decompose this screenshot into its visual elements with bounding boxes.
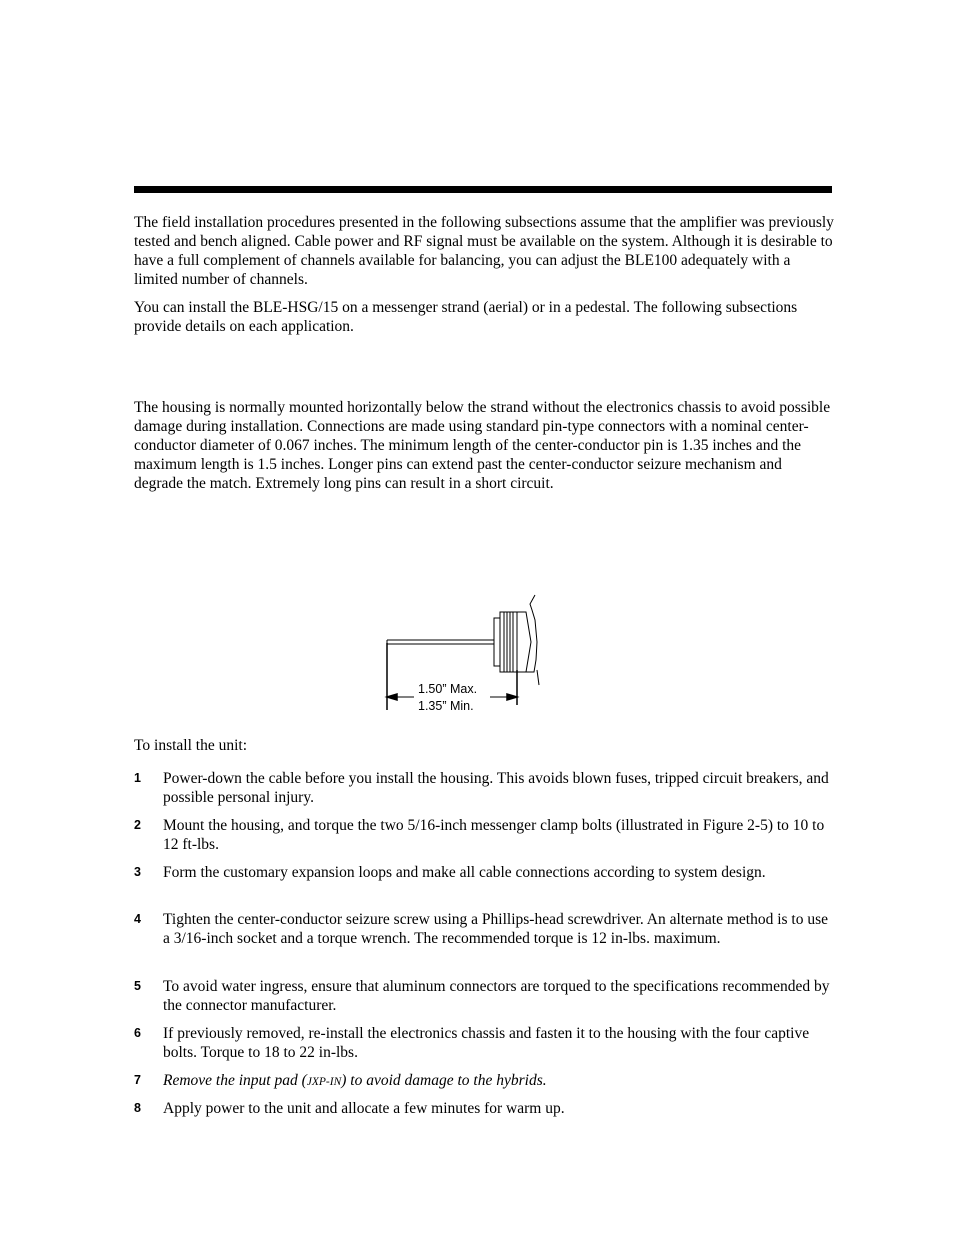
step-number: 2 [134, 818, 141, 832]
step-text: Apply power to the unit and allocate a few minutes for warm up. [163, 1100, 565, 1117]
step-text [163, 1071, 835, 1092]
step-number: 1 [134, 771, 141, 785]
install-lead: To install the unit: [134, 737, 248, 754]
step-text: To avoid water ingress, ensure that aluminum connectors are torqued to the specifications recommended by the connector manufacturer. [163, 978, 830, 1014]
step-number: 7 [134, 1073, 141, 1087]
step-text: Mount the housing, and torque the two 5/16-inch messenger clamp bolts (illustrated in Figure 2-5) to 10 to 12 ft-lbs. [163, 817, 825, 853]
step-number: 4 [134, 912, 141, 926]
aerial-installation-paragraph: The housing is normally mounted horizontally below the strand without the electronics chassis to avoid possible damage during installation. Connections are made using standard pin-type connectors with a nominal center-conductor diameter of 0.067 inches. The minimum length of the center-conductor pin is 1.35 inches and the maximum length is 1.5 inches. Longer pins can extend past the center-conductor seizure mechanism and degrade the match. Extremely long pins can result in a short circuit. [134, 399, 831, 492]
step-number: 6 [134, 1026, 141, 1040]
step-text: Tighten the center-conductor seizure screw using a Phillips-head screwdriver. An alternate method is to use a 3/16-inch socket and a torque wrench. The recommended torque is 12 in-lbs. maximum. [163, 911, 829, 947]
jxp-code: JXP-IN [306, 1076, 342, 1088]
step-text: Form the customary expansion loops and make all cable connections according to system design. [163, 864, 766, 881]
step-text-part: ) to avoid damage to the hybrids. [341, 1072, 547, 1089]
intro-paragraph: The field installation procedures presented in the following subsections assume that the amplifier was previously tested and bench aligned. Cable power and RF signal must be available on the system. Although it is desirable to have a full complement of channels available for balancing, you can adjust the BLE100 adequately with a limited number of channels. [134, 214, 834, 288]
step-number: 8 [134, 1101, 141, 1115]
step-number: 3 [134, 865, 141, 879]
section-rule [134, 186, 832, 193]
min-length-label: 1.35” Min. [418, 699, 474, 713]
max-length-label: 1.50” Max. [418, 682, 478, 696]
step-number: 5 [134, 979, 141, 993]
pin-length-figure [380, 590, 560, 715]
applications-paragraph: You can install the BLE-HSG/15 on a messenger strand (aerial) or in a pedestal. The following subsections provide details on each application. [134, 299, 798, 335]
step-text: If previously removed, re-install the electronics chassis and fasten it to the housing with the four captive bolts. Torque to 18 to 22 in-lbs. [163, 1025, 810, 1061]
step-text-part: Remove the input pad ( [163, 1072, 307, 1089]
step-text: Power-down the cable before you install the housing. This avoids blown fuses, tripped circuit breakers, and possible personal injury. [163, 770, 829, 806]
